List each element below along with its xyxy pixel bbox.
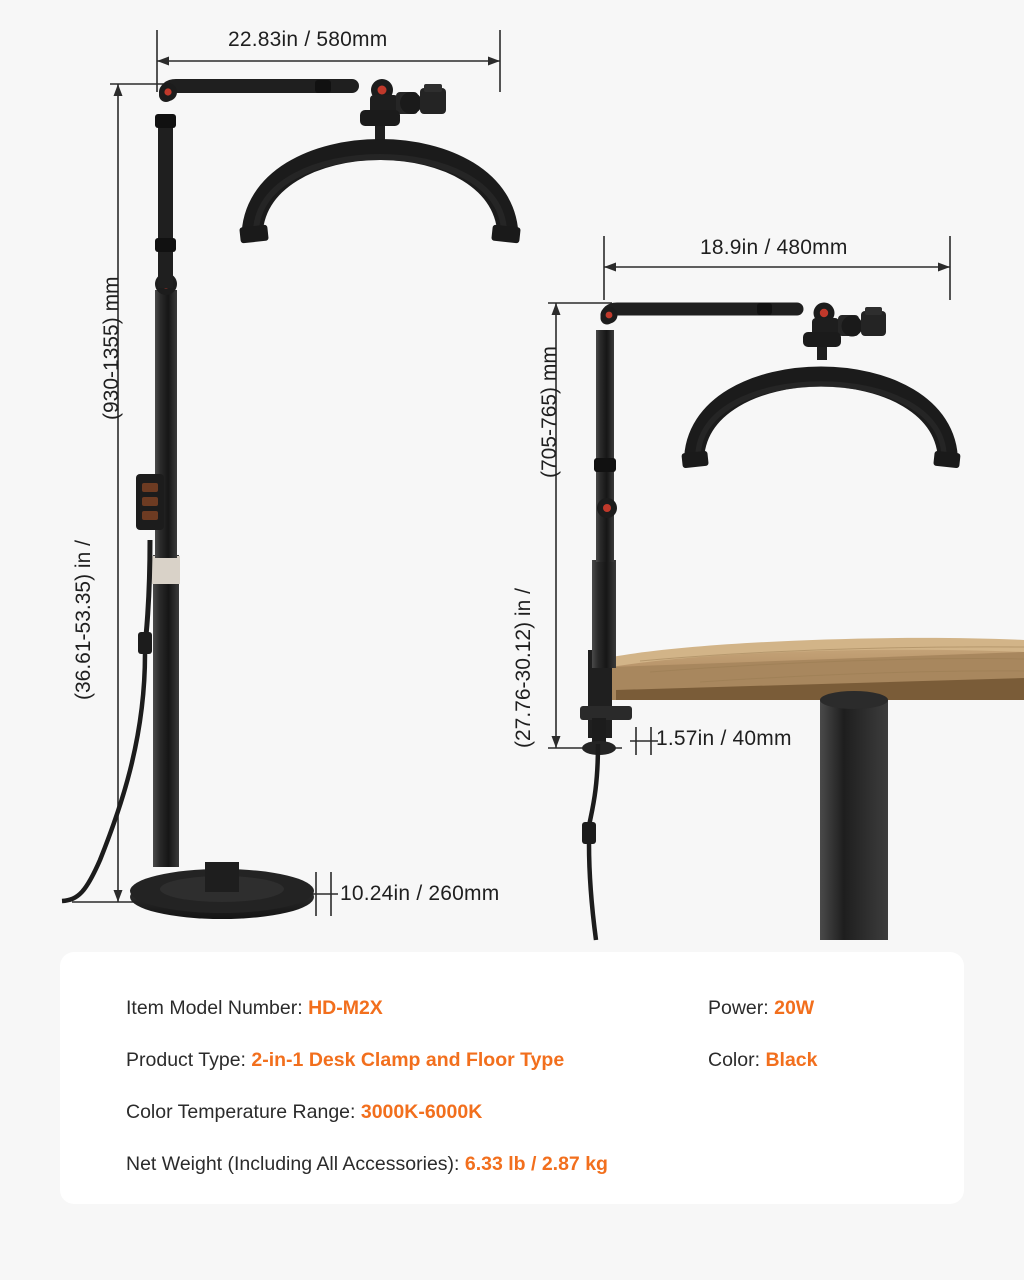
spec-label-model: Item Model Number: [126, 997, 309, 1019]
label-clamp-arm-reach: 18.9in / 480mm [700, 236, 848, 259]
spec-row-color-temperature [126, 1086, 726, 1138]
spec-label-product-type: Product Type: [126, 1049, 252, 1071]
spec-label-color-temperature: Color Temperature Range: [126, 1101, 361, 1123]
label-floor-height-in: (36.61-53.35) in / [72, 540, 95, 700]
spec-value-product-type: 2-in-1 Desk Clamp and Floor Type [251, 1049, 565, 1071]
spec-row-net-weight [126, 1138, 726, 1190]
label-clamp-thickness: 1.57in / 40mm [656, 727, 792, 750]
spec-value-color: Black [765, 1049, 818, 1071]
label-clamp-height-in: (27.76-30.12) in / [512, 588, 535, 748]
clamp-lamp-graphic [580, 303, 961, 941]
spec-value-color-temperature: 3000K-6000K [360, 1101, 483, 1123]
spec-label-net-weight: Net Weight (Including All Accessories): [126, 1153, 465, 1175]
specification-panel [60, 952, 964, 1204]
spec-label-color: Color: [708, 1049, 766, 1071]
spec-row-model [126, 982, 726, 1034]
label-floor-height-mm: (930-1355) mm [100, 276, 123, 420]
spec-label-power: Power: [708, 997, 775, 1019]
dimension-line-base-diameter [309, 872, 338, 916]
floor-lamp-graphic [62, 79, 521, 919]
spec-value-model: HD-M2X [308, 997, 383, 1019]
spec-value-net-weight: 6.33 lb / 2.87 kg [464, 1153, 608, 1175]
label-floor-base-diameter: 10.24in / 260mm [340, 882, 500, 905]
spec-row-color [708, 1034, 958, 1086]
dimension-line-clamp-thickness [630, 727, 658, 755]
spec-column-right [708, 982, 958, 1086]
table-illustration [612, 637, 1024, 940]
label-floor-arm-reach: 22.83in / 580mm [228, 28, 388, 51]
spec-value-power: 20W [774, 997, 815, 1019]
spec-column-left [126, 982, 726, 1190]
label-clamp-height-mm: (705-765) mm [538, 346, 561, 478]
spec-row-power [708, 982, 958, 1034]
spec-row-product-type [126, 1034, 726, 1086]
